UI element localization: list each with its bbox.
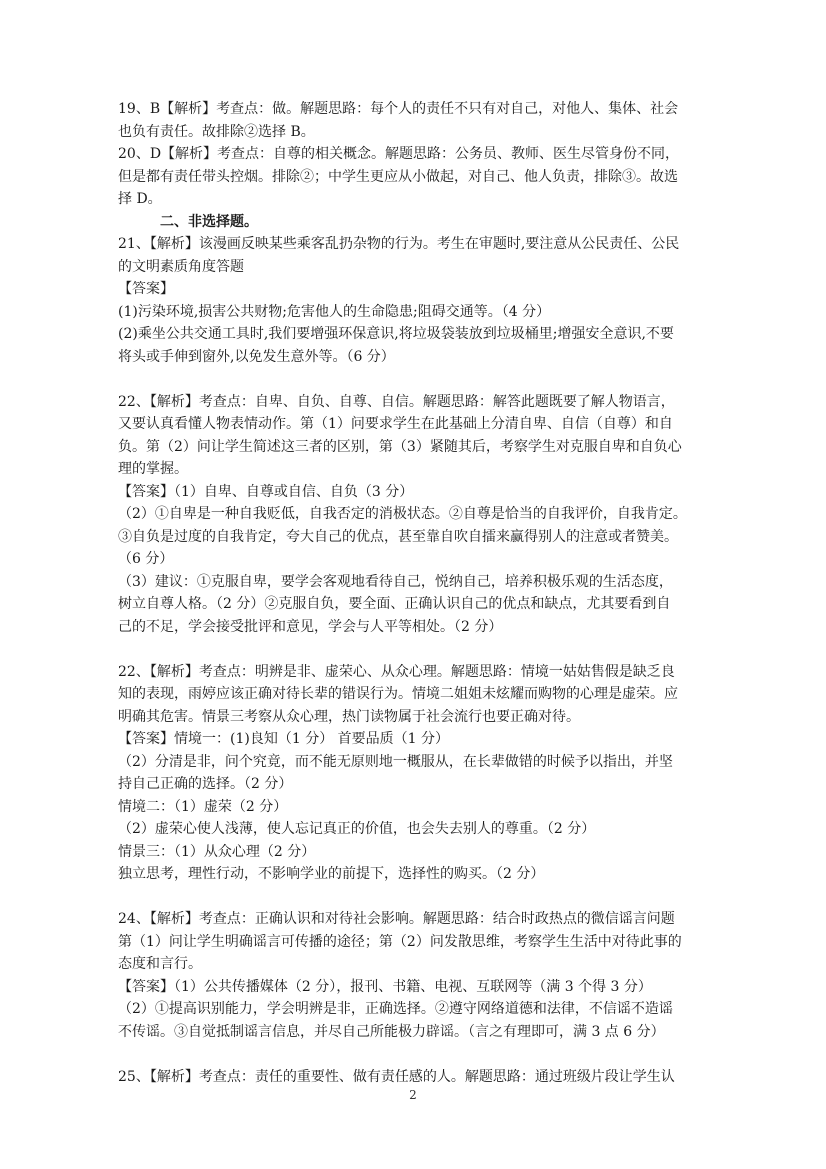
text-line: 知的表现，雨婷应该正确对待长辈的错误行为。情境二姐姐未炫耀而购物的心理是虚荣。应: [118, 686, 678, 702]
text-line: 树立自尊人格。（2 分）②克服自负，要全面、正确认识自己的优点和缺点，尤其要看到自: [118, 596, 671, 612]
text-line: 择 D。: [118, 191, 162, 207]
text-line: 的文明素质角度答题: [118, 258, 244, 275]
text-line: （2）①提高识别能力，学会明辨是非，正确选择。②遵守网络道德和法律，不信谣不造谣: [118, 1001, 673, 1017]
text-line: 22、【解析】考查点：明辨是非、虚荣心、从众心理。解题思路：情境一姑姑售假是缺乏良: [118, 663, 675, 680]
text-line: (1)污染环境,损害公共财物;危害他人的生命隐患;阻碍交通等。（4 分）: [118, 303, 551, 320]
text-line: 也负有责任。故排除②选择 B。: [118, 123, 315, 140]
text-line: 但是都有责任带头控烟。排除②；中学生更应从小做起，对自己、他人负责，排除③。故选: [118, 168, 678, 185]
text-line: （6 分）: [118, 551, 174, 567]
text-line: 【答案】情境一：(1)良知（1 分） 首要品质（1 分）: [118, 731, 449, 747]
text-line: 【答案】（1）自卑、自尊或自信、自负（3 分）: [118, 483, 414, 500]
text-line: （2）分清是非，问个究竟，而不能无原则地一概服从，在长辈做错的时候予以指出，并坚: [118, 753, 673, 770]
text-line: （2）虚荣心使人浅薄，使人忘记真正的价值，也会失去别人的尊重。（2 分）: [118, 821, 596, 837]
paragraph-gap: [118, 638, 708, 661]
section-heading-non-choice: 二、非选择题。: [160, 213, 258, 230]
paragraph-gap: [118, 1043, 708, 1066]
text-line: 将头或手伸到窗外,以免发生意外等。（6 分）: [118, 348, 395, 365]
text-line: 【答案】: [118, 281, 174, 297]
text-line: 情景三：（1）从众心理（2 分）: [118, 843, 316, 860]
text-line: 21、【解析】该漫画反映某些乘客乱扔杂物的行为。考生在审题时,要注意从公民责任、公民: [118, 236, 680, 252]
text-line: ③自负是过度的自我肯定，夸大自己的优点，甚至靠自吹自擂来赢得别人的注意或者赞美。: [118, 528, 678, 545]
text-line: 22、【解析】考查点：自卑、自负、自尊、自信。解题思路：解答此题既要了解人物语言，: [118, 393, 675, 410]
text-line: 独立思考，理性行动，不影响学业的前提下，选择性的购买。（2 分）: [118, 866, 545, 882]
question-25-block: [118, 1066, 708, 1089]
text-line: 20、D【解析】考查点：自尊的相关概念。解题思路：公务员、教师、医生尽管身份不同，: [118, 146, 680, 162]
page-number: 2: [409, 1088, 417, 1102]
text-line: 情境二：（1）虚荣（2 分）: [118, 798, 288, 815]
text-line: 又要认真看懂人物表情动作。第（1）问要求学生在此基础上分清自卑、自信（自尊）和自: [118, 416, 673, 432]
text-line: 负。第（2）问让学生简述这三者的区别，第（3）紧随其后，考察学生对克服自卑和自负心: [118, 438, 682, 455]
paragraph-gap: [118, 368, 708, 391]
answer-content: [118, 98, 708, 1088]
text-line: 理的掌握。: [118, 461, 188, 477]
text-line: 第（1）问让学生明确谣言可传播的途径；第（2）问发散思维，考察学生生活中对待此事的: [118, 933, 682, 950]
text-line: 不传谣。③自觉抵制谣言信息，并尽自己所能极力辟谣。（言之有理即可，满 3 点 6 分）: [118, 1023, 665, 1040]
text-line: 19、B【解析】考查点：做。解题思路：每个人的责任不只有对自己，对他人、集体、社会: [118, 101, 679, 117]
question-20-block: [118, 143, 708, 211]
text-line: 【答案】（1）公共传播媒体（2 分），报刊、书籍、电视、互联网等（满 3 个得 3 分）: [118, 978, 652, 995]
text-line: (2)乘坐公共交通工具时,我们要增强环保意识,将垃圾袋装放到垃圾桶里;增强安全意识,不要: [118, 326, 674, 342]
question-22a-block: [118, 391, 708, 639]
question-22b-block: [118, 661, 708, 886]
text-line: 己的不足，学会接受批评和意见，学会与人平等相处。（2 分）: [118, 618, 503, 635]
text-line: （2）①自卑是一种自我贬低，自我否定的消极状态。②自尊是恰当的自我评价，自我肯定。: [118, 506, 687, 522]
text-line: 25、【解析】考查点：责任的重要性、做有责任感的人。解题思路：通过班级片段让学生认: [118, 1068, 675, 1085]
question-21-block: [118, 233, 708, 368]
paragraph-gap: [118, 886, 708, 909]
text-line: 持自己正确的选择。（2 分）: [118, 776, 293, 792]
question-19-block: [118, 98, 708, 143]
text-line: 明确其危害。情景三考察从众心理，热门读物属于社会流行也要正确对待。: [118, 708, 580, 725]
text-line: 态度和言行。: [118, 956, 202, 972]
text-line: 24、【解析】考查点：正确认识和对待社会影响。解题思路：结合时政热点的微信谣言问题: [118, 911, 675, 927]
text-line: （3）建议：①克服自卑，要学会客观地看待自己，悦纳自己，培养积极乐观的生活态度，: [118, 573, 673, 590]
question-24-block: [118, 908, 708, 1043]
